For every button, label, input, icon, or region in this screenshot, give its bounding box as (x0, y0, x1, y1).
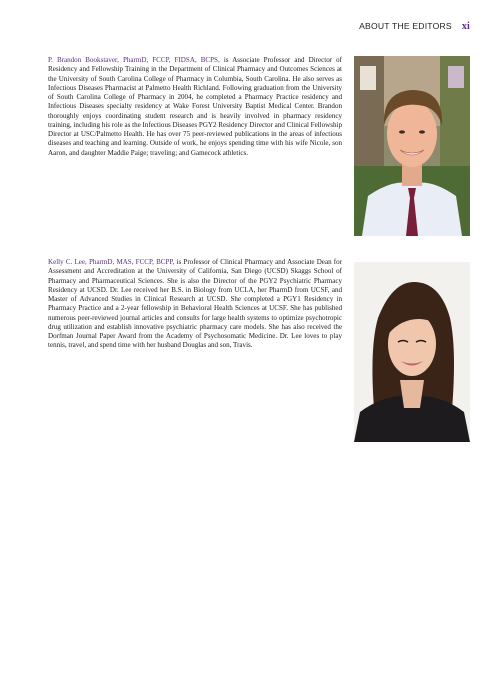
editor-name: P. Brandon Bookstaver, PharmD, FCCP, FIDSA, BCPS, (48, 56, 220, 64)
editor-bio-text: is Professor of Clinical Pharmacy and Associate Dean for Assessment and Accreditation at the University of California, San Diego (UCSD) Skaggs School of Pharmacy and Pharmaceutical Sciences. She is also the Director of the PGY2 Psychiatric Pharmacy Residency at UCSD. Dr. Lee received her B.S. in Biology from UCLA, her PharmD from UCSF, and Master of Advanced Studies in Clinical Research at UCSD. She completed a PGY1 Residency in Pharmacy Practice and a 2-year fellowship in Behavioral Health Sciences at UCSF. She has published numerous peer-reviewed journal articles and consults for large health systems to optimize psychotropic drug utilization and establish innovative psychiatric pharmacy care models. She has also received the Dorfman Journal Paper Award from the Academy of Psychosomatic Medicine. Dr. Lee loves to play tennis, travel, and spend time with her husband Douglas and son, Travis. (48, 258, 342, 350)
editor-bio-bookstaver (48, 56, 342, 158)
editor-name: Kelly C. Lee, PharmD, MAS, FCCP, BCPP, (48, 258, 175, 266)
running-head (359, 21, 470, 32)
editor-bio-lee (48, 258, 342, 351)
page-number: xi (461, 21, 470, 32)
editor-photo-lee (354, 262, 470, 442)
editor-bio-text: is Associate Professor and Director of Residency and Fellowship Training in the Department of Clinical Pharmacy and Outcomes Sciences at the University of South Carolina College of Pharmacy in Columbia, South Carolina. He also serves as Infectious Diseases Pharmacist at Palmetto Health Richland. Following graduation from the University of South Carolina College of Pharmacy in 2004, he completed a Pharmacy Practice residency and Infectious Diseases specialty residency at Wake Forest University Baptist Medical Center. Brandon thoroughly enjoys coordinating student research and is heavily involved in pharmacy residency training, including his role as the Infectious Diseases PGY2 Residency Director and Clinical Fellowship Director at USC/Palmetto Health. He has over 75 peer-reviewed publications in the areas of infectious diseases and teaching and learning. Outside of work, he enjoys spending time with his wife Nicole, son Aaron, and daughter Maddie Paige; traveling; and Gamecock athletics. (48, 56, 342, 157)
portrait-image (354, 56, 470, 236)
editor-photo-bookstaver (354, 56, 470, 236)
portrait-image (354, 262, 470, 442)
section-title: ABOUT THE EDITORS (359, 21, 452, 31)
